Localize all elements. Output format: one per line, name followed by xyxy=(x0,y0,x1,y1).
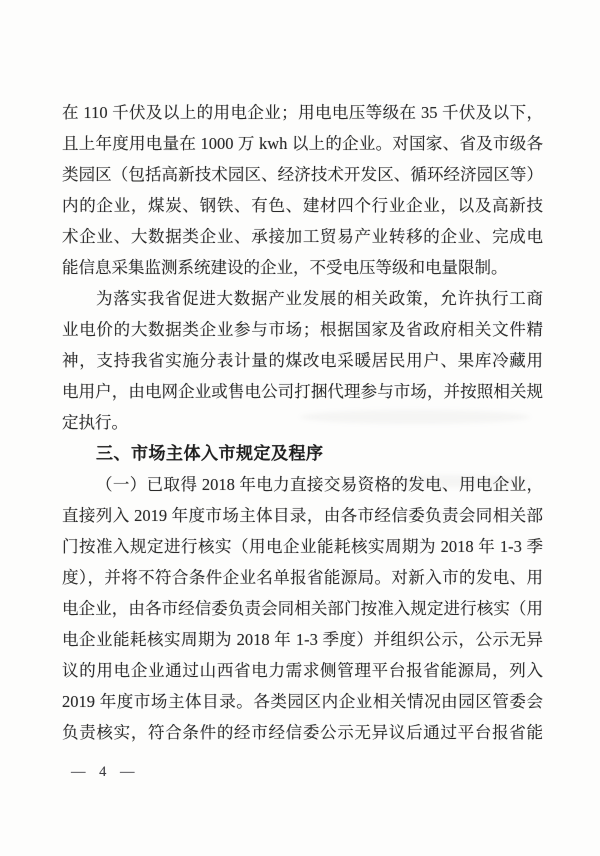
paragraph-start-line: 为落实我省促进大数据产业发展的相关政策，允许执行工商 xyxy=(96,289,543,308)
text-line: 度），并将不符合条件企业名单报省能源局。对新入市的发电、用 xyxy=(62,568,543,587)
text-line: 内的企业，煤炭、钢铁、有色、建材四个行业企业，以及高新技 xyxy=(62,196,543,215)
text-line: 神，支持我省实施分表计量的煤改电采暖居民用户、果库冷藏用 xyxy=(62,351,543,370)
text-line: 负责核实，符合条件的经市经信委公示无异议后通过平台报省能 xyxy=(62,723,543,742)
body-text xyxy=(62,97,543,748)
text-line: 电企业，由各市经信委负责会同相关部门按准入规定进行核实（用 xyxy=(62,599,543,618)
text-line: 电用户，由电网企业或售电公司打捆代理参与市场，并按照相关规 xyxy=(62,382,543,401)
text-line: 议的用电企业通过山西省电力需求侧管理平台报省能源局，列入 xyxy=(62,661,543,680)
text-line: 直接列入 2019 年度市场主体目录，由各市经信委负责会同相关部 xyxy=(62,506,543,525)
text-line: 且上年度用电量在 1000 万 kwh 以上的企业。对国家、省及市级各 xyxy=(62,134,543,153)
text-line: 能信息采集监测系统建设的企业，不受电压等级和电量限制。 xyxy=(62,258,508,277)
text-line: 2019 年度市场主体目录。各类园区内企业相关情况由园区管委会 xyxy=(62,692,543,711)
text-line: 门按准入规定进行核实（用电企业能耗核实周期为 2018 年 1-3 季 xyxy=(62,537,543,556)
text-line: 电企业能耗核实周期为 2018 年 1-3 季度）并组织公示，公示无异 xyxy=(62,630,543,649)
paragraph-start-line: （一）已取得 2018 年电力直接交易资格的发电、用电企业， xyxy=(96,475,543,494)
text-line: 术企业、大数据类企业、承接加工贸易产业转移的企业、完成电 xyxy=(62,227,543,246)
text-line: 定执行。 xyxy=(62,413,128,432)
text-line: 业电价的大数据类企业参与市场；根据国家及省政府相关文件精 xyxy=(62,320,543,339)
text-line: 类园区（包括高新技术园区、经济技术开发区、循环经济园区等） xyxy=(62,165,543,184)
page-number: — 4 — xyxy=(71,764,140,780)
section-heading: 三、市场主体入市规定及程序 xyxy=(96,444,324,463)
text-line: 在 110 千伏及以上的用电企业；用电电压等级在 35 千伏及以下， xyxy=(62,103,543,122)
